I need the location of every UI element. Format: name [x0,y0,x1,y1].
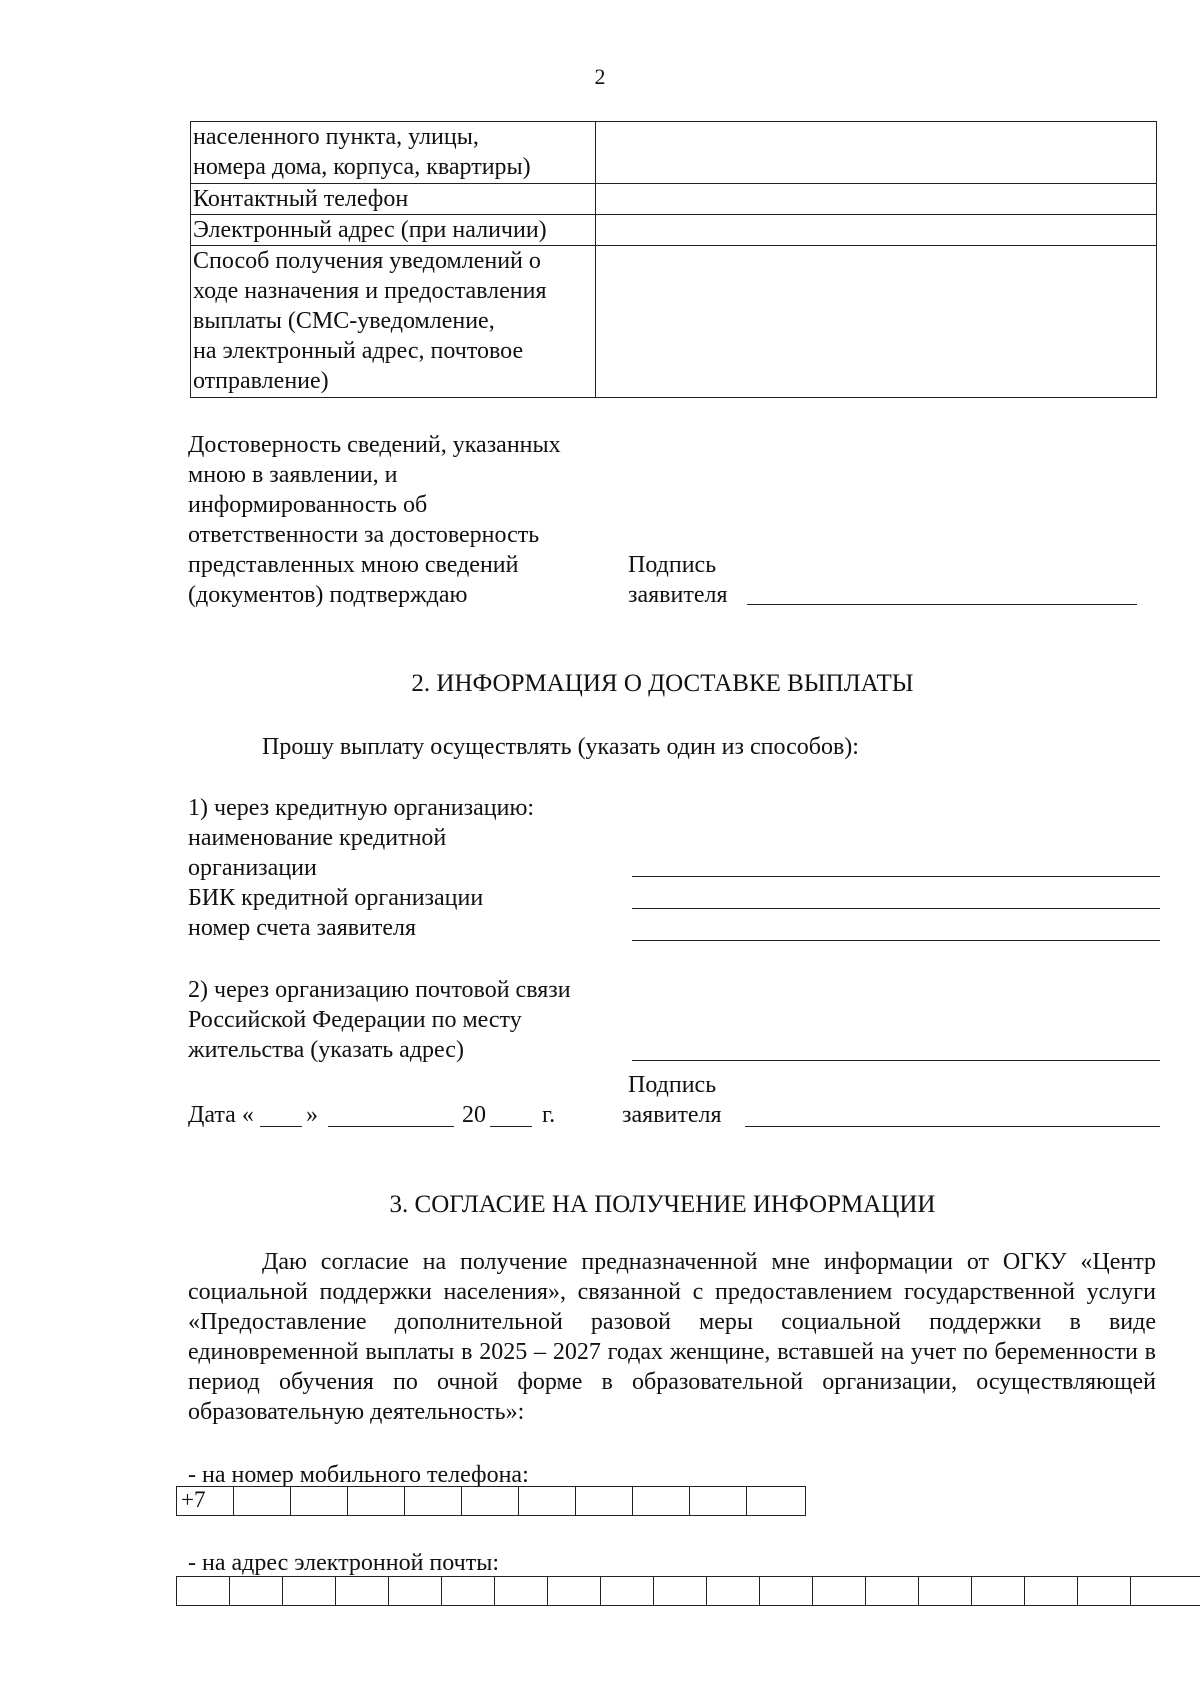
option-line: 1) через кредитную организацию: [188,795,535,821]
phone-digit-box[interactable] [519,1487,576,1515]
phone-digit-box[interactable] [348,1487,405,1515]
email-char-box[interactable] [1131,1577,1175,1605]
attestation-line: мною в заявлении, и [188,462,398,488]
phone-digit-box[interactable] [234,1487,291,1515]
phone-digit-box[interactable] [462,1487,519,1515]
date-month-line[interactable] [328,1126,454,1127]
section-3-heading: 3. СОГЛАСИЕ НА ПОЛУЧЕНИЕ ИНФОРМАЦИИ [389,1191,936,1218]
phone-label: - на номер мобильного телефона: [188,1462,529,1488]
email-char-box[interactable] [495,1577,548,1605]
phone-digit-box[interactable] [747,1487,804,1515]
date-label: Дата « [188,1102,254,1128]
phone-prefix: +7 [177,1487,234,1515]
phone-digit-box[interactable] [690,1487,747,1515]
cell-text: на электронный адрес, почтовое [193,338,524,364]
page-number: 2 [594,64,606,89]
signature-label: Подпись [628,1072,717,1098]
email-char-box[interactable] [177,1577,230,1605]
email-char-box[interactable] [919,1577,972,1605]
email-boxes [176,1576,1200,1606]
email-char-box[interactable] [230,1577,283,1605]
phone-digit-box[interactable] [291,1487,348,1515]
signature-line[interactable] [747,604,1137,605]
signature-label: Подпись [628,552,717,578]
consent-text: Даю согласие на получение предназначенной мне информации от ОГКУ «Центр социальной поддержки населения», связанной с предоставлением государственной услуги «Предоставление дополнительной разовой меры социальной поддержки в виде единовременной выплаты в 2025 – 2027 годах женщине, вставшей на учет по беременности в период обучения по очной форме в образовательной организации, осуществляющей образовательную деятельность»: [188,1249,1156,1425]
year-prefix: 20 [462,1102,486,1128]
option-line: Российской Федерации по месту [188,1007,522,1033]
delivery-option-2 [188,975,571,1065]
option-line: наименование кредитной [188,825,447,851]
table-row [191,184,1157,215]
delivery-option-1 [188,793,534,943]
cell-text: номера дома, корпуса, квартиры) [193,154,531,180]
cell-text: ходе назначения и предоставления [193,278,547,304]
section-2-heading: 2. ИНФОРМАЦИЯ О ДОСТАВКЕ ВЫПЛАТЫ [411,670,914,697]
email-label: - на адрес электронной почты: [188,1550,499,1576]
account-number-line[interactable] [632,940,1160,941]
date-day-line[interactable] [260,1126,302,1127]
signature-label: заявителя [628,582,728,608]
email-char-box[interactable] [548,1577,601,1605]
table-cell-value[interactable] [596,246,1157,398]
email-char-box[interactable] [813,1577,866,1605]
option-line: 2) через организацию почтовой связи [188,977,571,1003]
email-char-box[interactable] [1025,1577,1078,1605]
attestation-line: информированность об [188,492,428,518]
year-suffix: г. [542,1102,556,1128]
phone-digit-box[interactable] [576,1487,633,1515]
cell-text: отправление) [193,368,329,394]
table-cell-label [191,184,596,215]
cell-text: выплаты (СМС-уведомление, [193,308,495,334]
table-row [191,122,1157,184]
email-char-box[interactable] [601,1577,654,1605]
option-line: жительства (указать адрес) [188,1037,464,1063]
section-2-intro: Прошу выплату осуществлять (указать один из способов): [262,734,859,760]
attestation-text [188,430,628,610]
table-cell-value[interactable] [596,184,1157,215]
date-year-line[interactable] [490,1126,532,1127]
attestation-line: ответственности за достоверность [188,522,540,548]
phone-digit-box[interactable] [633,1487,690,1515]
email-char-box[interactable] [972,1577,1025,1605]
cell-text: Контактный телефон [193,186,409,212]
email-char-box[interactable] [1078,1577,1131,1605]
table-cell-label [191,215,596,246]
credit-org-name-line[interactable] [632,876,1160,877]
consent-paragraph [188,1247,1156,1427]
email-char-box[interactable] [760,1577,813,1605]
table-row [191,246,1157,398]
attestation-line: Достоверность сведений, указанных [188,432,561,458]
option-line: номер счета заявителя [188,915,417,941]
option-line: БИК кредитной организации [188,885,484,911]
email-char-box[interactable] [707,1577,760,1605]
email-char-box[interactable] [389,1577,442,1605]
applicant-info-table [190,121,1157,398]
email-char-box[interactable] [442,1577,495,1605]
address-line[interactable] [632,1060,1160,1061]
option-line: организации [188,855,317,881]
email-char-box[interactable] [283,1577,336,1605]
table-cell-value[interactable] [596,122,1157,184]
phone-number-boxes [176,1486,806,1516]
table-cell-label [191,122,596,184]
cell-text: Способ получения уведомлений о [193,248,541,274]
email-char-box[interactable] [654,1577,707,1605]
table-cell-label [191,246,596,398]
signature-line[interactable] [745,1126,1160,1127]
table-row [191,215,1157,246]
attestation-line: представленных мною сведений [188,552,519,578]
bik-line[interactable] [632,908,1160,909]
signature-label: заявителя [622,1102,722,1128]
cell-text: Электронный адрес (при наличии) [193,217,547,243]
date-close-quote: » [306,1102,318,1128]
table-cell-value[interactable] [596,215,1157,246]
phone-digit-box[interactable] [405,1487,462,1515]
attestation-line: (документов) подтверждаю [188,582,468,608]
cell-text: населенного пункта, улицы, [193,124,479,150]
email-char-box[interactable] [866,1577,919,1605]
email-char-box[interactable] [336,1577,389,1605]
